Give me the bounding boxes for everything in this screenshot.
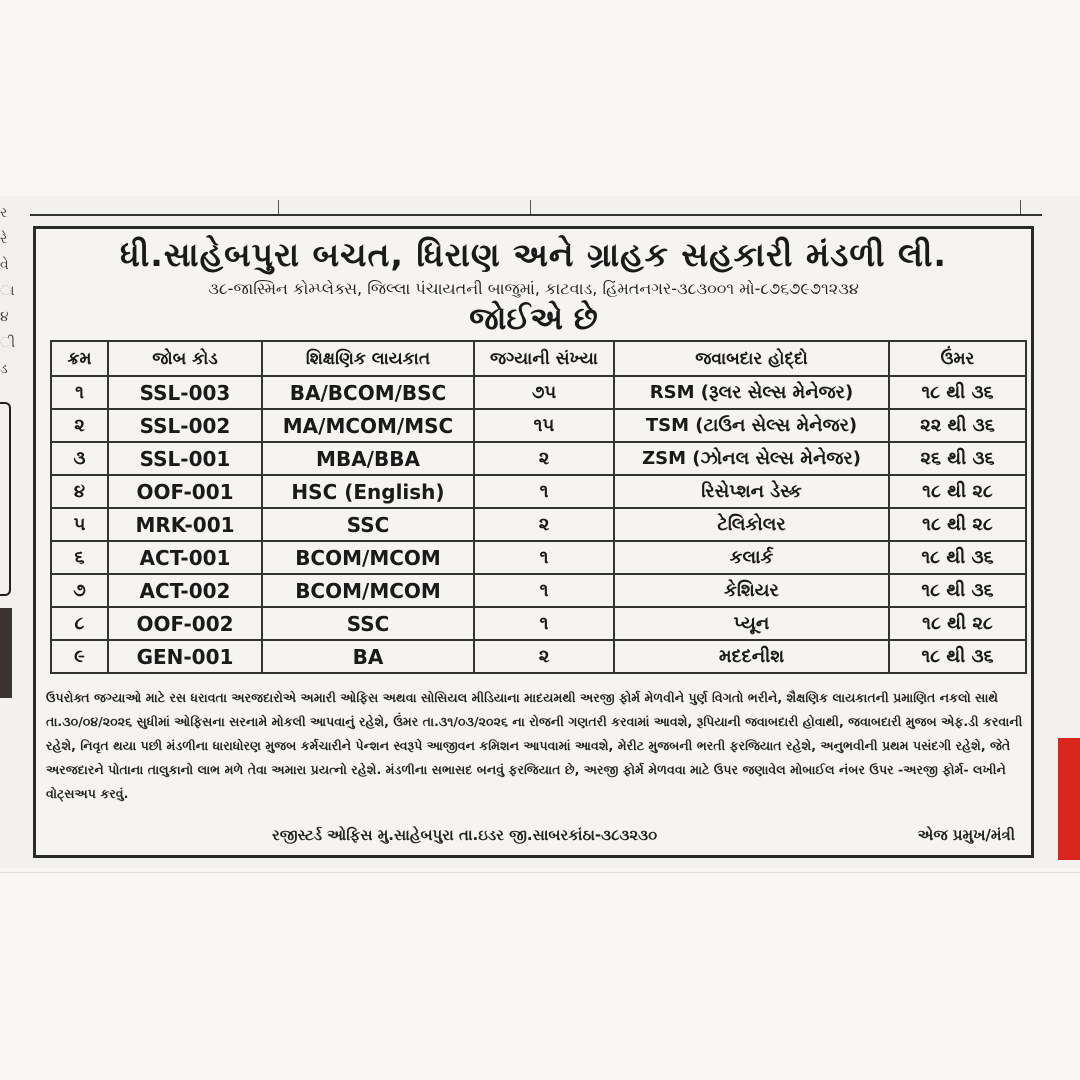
- qualification-cell: SSC: [262, 508, 474, 541]
- age-cell: ૧૮ થી ૨૮: [889, 607, 1026, 640]
- qualification-cell: MA/MCOM/MSC: [262, 409, 474, 442]
- age-cell: ૧૮ થી ૩૬: [889, 574, 1026, 607]
- post-cell: પ્યૂન: [614, 607, 889, 640]
- post-cell: ZSM (ઝોનલ સેલ્સ મેનેજર): [614, 442, 889, 475]
- job-code-cell: SSL-003: [108, 376, 262, 409]
- serial-cell: ૨: [51, 409, 108, 442]
- top-column-rule: [30, 200, 1042, 216]
- serial-cell: ૧: [51, 376, 108, 409]
- job-code-cell: MRK-001: [108, 508, 262, 541]
- qualification-cell: SSC: [262, 607, 474, 640]
- wanted-heading: જોઈએ છે: [469, 301, 598, 337]
- col-header-age: ઉંમર: [889, 341, 1026, 376]
- table-row: [51, 409, 1026, 442]
- qualification-cell: HSC (English): [262, 475, 474, 508]
- col-header-job-code: જોબ કોડ: [108, 341, 262, 376]
- qualification-cell: BA: [262, 640, 474, 673]
- jobs-table: [50, 340, 1027, 674]
- serial-cell: ૮: [51, 607, 108, 640]
- table-row: [51, 541, 1026, 574]
- serial-cell: ૫: [51, 508, 108, 541]
- job-code-cell: OOF-002: [108, 607, 262, 640]
- age-cell: ૧૮ થી ૨૮: [889, 475, 1026, 508]
- age-cell: ૨૬ થી ૩૬: [889, 442, 1026, 475]
- application-instructions: ઉપરોક્ત જગ્યાઓ માટે રસ ધરાવતા અરજદારોએ અમારી ઓફિસ અથવા સોસિયલ મીડિયાના માદયમથી અરજી ફોર્મ મેળવીને પુર્ણ વિગતો ભરીને, શૈક્ષણિક લાયકાતની પ્રમાણિત નકલો સાથે તા.૩૦/૦૪/૨૦૨૬ સુધીમાં ઓફિસના સરનામે મોકલી આપવાનું રહેશે, ઉંમર તા.૩૧/૦૩/૨૦૨૬ ના રોજની ગણતરી કરવામાં આવશે, રૂપિયાની જવાબદારી હોવાથી, જવાબદારી મુજબ એફ.ડી કરવાની રહેશે, નિવૃત થયા પછી મંડળીના ધારાધોરણ મુજબ કર્મચારીને પેન્શન સ્વરૂપે આજીવન કમિશન આપવામાં આવશે, મેરીટ મુજબની ભરતી ફરજિયાત રહેશે, અનુભવીની પ્રથમ પસંદગી રહેશે, જેતે અરજદારને પોતાના તાલુકાનો લાભ મળે તેવા અમારા પ્રયત્નો રહેશે. મંડળીના સભાસદ બનવું ફરજિયાત છે, અરજી ફોર્મ મેળવવા માટે ઉપર જણાવેલ મોબાઈલ નંબર ઉપર -અરજી ફોર્મ- લખીને વોટ્સઅપ કરવું.: [46, 690, 1023, 801]
- page-divider: [0, 872, 1080, 873]
- age-cell: ૧૮ થી ૩૬: [889, 376, 1026, 409]
- job-code-cell: OOF-001: [108, 475, 262, 508]
- age-cell: ૧૮ થી ૨૮: [889, 508, 1026, 541]
- col-header-vacancies: જગ્યાની સંખ્યા: [474, 341, 614, 376]
- job-code-cell: SSL-001: [108, 442, 262, 475]
- table-row: [51, 607, 1026, 640]
- col-header-serial: ક્રમ: [51, 341, 108, 376]
- job-advertisement: [33, 226, 1034, 858]
- job-code-cell: GEN-001: [108, 640, 262, 673]
- serial-cell: ૩: [51, 442, 108, 475]
- org-title: ધી.સાહેબપુરા બચત, ધિરાણ અને ગ્રાહક સહકારી મંડળી લી.: [120, 235, 947, 274]
- vacancies-cell: ૧૫: [474, 409, 614, 442]
- age-cell: ૧૮ થી ૩૬: [889, 541, 1026, 574]
- post-cell: મદદનીશ: [614, 640, 889, 673]
- table-row: [51, 574, 1026, 607]
- post-cell: કલાર્ક: [614, 541, 889, 574]
- age-cell: ૨૨ થી ૩૬: [889, 409, 1026, 442]
- vacancies-cell: ૧: [474, 574, 614, 607]
- vacancies-cell: ૨: [474, 442, 614, 475]
- org-address: ૩૮-જાસ્મિન કોમ્પ્લેક્સ, જિલ્લા પંચાયતની બાજુમાં, કાટવાડ, હિંમતનગર-૩૮૩૦૦૧ મો-૮૭૬૭૯૭૧૨૩૪: [208, 279, 859, 298]
- registered-office: રજીસ્ટર્ડ ઓફિસ મુ.સાહેબપુરા તા.ઇડર જી.સાબરકાંઠા-૩૮૩૨૩૦: [272, 826, 658, 844]
- table-row: [51, 508, 1026, 541]
- post-cell: રિસેપ્શન ડેસ્ક: [614, 475, 889, 508]
- vacancies-cell: ૧: [474, 607, 614, 640]
- vacancies-cell: ૨: [474, 508, 614, 541]
- adjacent-column-text: ર રે વે ા ૪ ી ડ: [0, 205, 16, 377]
- job-code-cell: ACT-002: [108, 574, 262, 607]
- job-code-cell: SSL-002: [108, 409, 262, 442]
- adjacent-box: [0, 402, 11, 596]
- table-header-row: [51, 341, 1026, 376]
- vacancies-cell: ૧: [474, 475, 614, 508]
- col-header-qualification: શિક્ષણિક લાયકાત: [262, 341, 474, 376]
- table-row: [51, 442, 1026, 475]
- age-cell: ૧૮ થી ૩૬: [889, 640, 1026, 673]
- table-row: [51, 640, 1026, 673]
- post-cell: ટેલિકોલર: [614, 508, 889, 541]
- vacancies-cell: ૨: [474, 640, 614, 673]
- table-row: [51, 376, 1026, 409]
- adjacent-red-block: [1058, 738, 1080, 860]
- serial-cell: ૬: [51, 541, 108, 574]
- col-header-post: જવાબદાર હોદ્દો: [614, 341, 889, 376]
- qualification-cell: BCOM/MCOM: [262, 574, 474, 607]
- vacancies-cell: ૧: [474, 541, 614, 574]
- post-cell: કેશિયર: [614, 574, 889, 607]
- signatory: એજ પ્રમુખ/મંત્રી: [917, 826, 1015, 844]
- qualification-cell: BCOM/MCOM: [262, 541, 474, 574]
- serial-cell: ૭: [51, 574, 108, 607]
- serial-cell: ૯: [51, 640, 108, 673]
- qualification-cell: MBA/BBA: [262, 442, 474, 475]
- post-cell: RSM (રૂલર સેલ્સ મેનેજર): [614, 376, 889, 409]
- adjacent-dark-block: [0, 608, 12, 698]
- vacancies-cell: ૭૫: [474, 376, 614, 409]
- post-cell: TSM (ટાઉન સેલ્સ મેનેજર): [614, 409, 889, 442]
- job-code-cell: ACT-001: [108, 541, 262, 574]
- qualification-cell: BA/BCOM/BSC: [262, 376, 474, 409]
- serial-cell: ૪: [51, 475, 108, 508]
- table-row: [51, 475, 1026, 508]
